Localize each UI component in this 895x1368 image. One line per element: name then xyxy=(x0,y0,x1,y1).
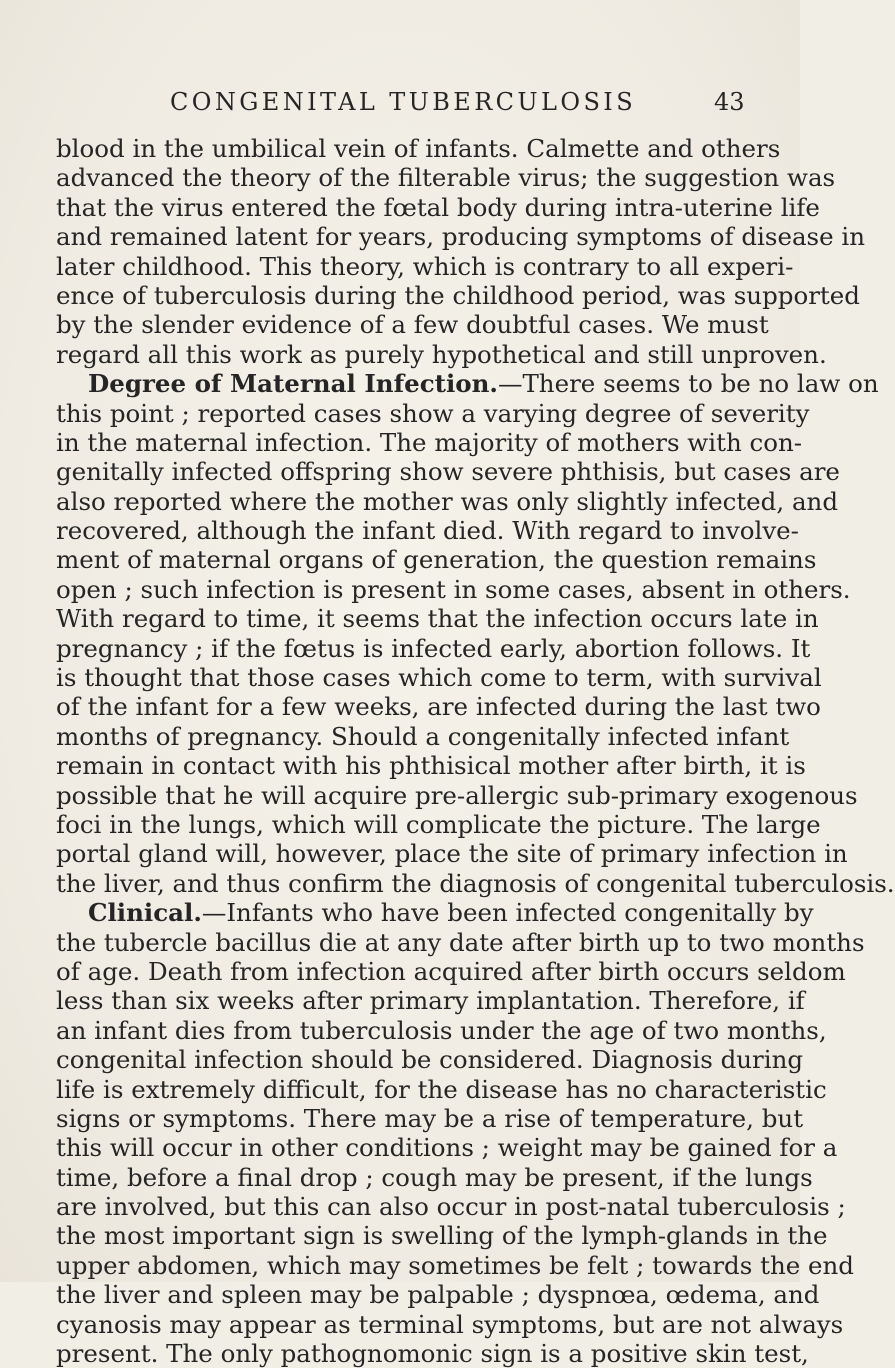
text-line: an infant dies from tuberculosis under the age of two months, xyxy=(56,1015,827,1045)
text-line: of age. Death from infection acquired after birth occurs seldom xyxy=(56,956,846,986)
text-line: possible that he will acquire pre-allergic sub-primary exogenous xyxy=(56,780,858,810)
text-line: congenital infection should be considered. Diagnosis during xyxy=(56,1045,804,1075)
text-line: ment of maternal organs of generation, the question remains xyxy=(56,545,817,575)
text-line: that the virus entered the fœtal body during intra-uterine life xyxy=(56,192,820,222)
text-line: present. The only pathognomonic sign is a positive skin test, xyxy=(56,1339,809,1368)
text-line: by the slender evidence of a few doubtful cases. We must xyxy=(56,310,769,340)
text-line: portal gland will, however, place the site of primary infection in xyxy=(56,839,848,869)
text-line: With regard to time, it seems that the infection occurs late in xyxy=(56,604,819,634)
text-line: life is extremely difficult, for the disease has no characteristic xyxy=(56,1074,827,1104)
text-line: this point ; reported cases show a varying degree of severity xyxy=(56,398,810,428)
running-head: CONGENITAL TUBERCULOSIS xyxy=(170,88,637,116)
text-line: of the infant for a few weeks, are infected during the last two xyxy=(56,692,821,722)
text-line: open ; such infection is present in some cases, absent in others. xyxy=(56,574,851,604)
text-line: cyanosis may appear as terminal symptoms, but are not always xyxy=(56,1309,844,1339)
text-line: this will occur in other conditions ; weight may be gained for a xyxy=(56,1133,838,1163)
text-line: —Infants who have been infected congenitally by xyxy=(201,898,814,928)
text-line: foci in the lungs, which will complicate the picture. The large xyxy=(56,809,821,839)
text-line: recovered, although the infant died. With regard to involve- xyxy=(56,516,799,546)
text-line: and remained latent for years, producing symptoms of disease in xyxy=(56,222,866,252)
paragraph-clinical-start xyxy=(56,898,814,928)
text-line: less than six weeks after primary implantation. Therefore, if xyxy=(56,986,805,1016)
text-line: advanced the theory of the filterable virus; the suggestion was xyxy=(56,163,836,193)
text-line: the liver, and thus confirm the diagnosis of congenital tuberculosis. xyxy=(56,868,895,898)
text-line: —There seems to be no law on xyxy=(497,369,879,399)
text-line: the tubercle bacillus die at any date after birth up to two months xyxy=(56,927,865,957)
text-line: signs or symptoms. There may be a rise of temperature, but xyxy=(56,1103,804,1133)
paragraph-maternal-infection-start xyxy=(56,369,879,399)
text-line: is thought that those cases which come to term, with survival xyxy=(56,663,822,693)
text-line: remain in contact with his phthisical mother after birth, it is xyxy=(56,751,806,781)
text-line: also reported where the mother was only slightly infected, and xyxy=(56,486,839,516)
text-line: genitally infected offspring show severe phthisis, but cases are xyxy=(56,457,840,487)
text-line: later childhood. This theory, which is contrary to all experi- xyxy=(56,251,794,281)
text-line: the liver and spleen may be palpable ; dyspnœa, œdema, and xyxy=(56,1280,820,1310)
text-line: the most important sign is swelling of the lymph-glands in the xyxy=(56,1221,828,1251)
text-line: upper abdomen, which may sometimes be felt ; towards the end xyxy=(56,1250,854,1280)
text-line: in the maternal infection. The majority of mothers with con- xyxy=(56,427,803,457)
text-line: ence of tuberculosis during the childhood period, was supported xyxy=(56,280,860,310)
text-line: regard all this work as purely hypothetical and still unproven. xyxy=(56,339,827,369)
section-heading-maternal-infection: Degree of Maternal Infection. xyxy=(88,369,498,399)
page-number: 43 xyxy=(714,88,745,116)
section-heading-clinical: Clinical. xyxy=(88,898,202,928)
text-line: are involved, but this can also occur in post-natal tuberculosis ; xyxy=(56,1192,846,1222)
body-text xyxy=(56,134,895,1368)
text-line: months of pregnancy. Should a congenitally infected infant xyxy=(56,721,790,751)
text-line: blood in the umbilical vein of infants. Calmette and others xyxy=(56,134,781,163)
text-line: pregnancy ; if the fœtus is infected early, abortion follows. It xyxy=(56,633,811,663)
text-line: time, before a final drop ; cough may be present, if the lungs xyxy=(56,1162,813,1192)
